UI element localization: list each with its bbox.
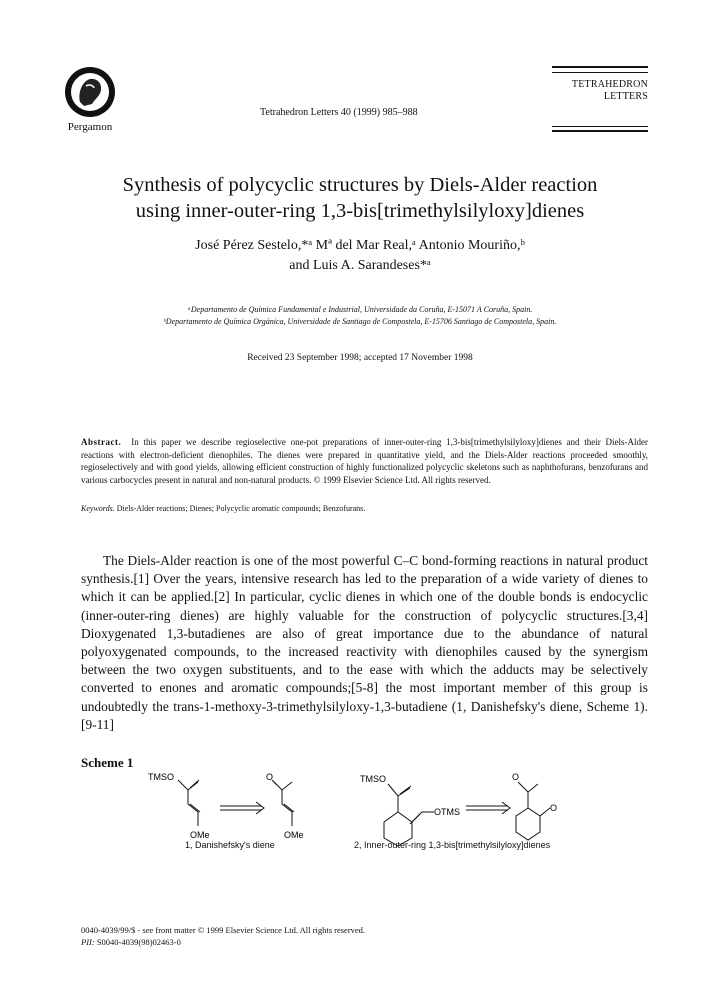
affiliation-b: ᵇDepartamento de Química Orgánica, Universidade de Santiago de Compostela, E-15706 Santiago de Compostela, Spain. — [163, 317, 557, 326]
publisher-logo — [64, 66, 116, 118]
label-otms: OTMS — [434, 807, 460, 817]
publisher-name: Pergamon — [67, 121, 113, 133]
abstract-label: Abstract. — [81, 437, 122, 447]
retro-arrow-1 — [220, 802, 264, 814]
authors-line-2: and Luis A. Sarandeses*ᵃ — [289, 258, 431, 273]
pii-label: PII: — [81, 937, 95, 947]
keywords — [81, 504, 648, 513]
affiliation-a: ᵃDepartamento de Química Fundamental e Industrial, Universidade da Coruña, E-15071 A Coruña, Spain. — [187, 305, 533, 314]
body-paragraph: The Diels-Alder reaction is one of the most powerful C–C bond-forming reactions in natural product synthesis.[1] Over the years, intensive research has led to the preparation of a wide variety of dienes to which it can be applied.[2] In particular, cyclic dienes in which one of the double bonds is endocyclic (inner-outer-ring dienes) are highly valuable for the construction of polycyclic structures.[3,4] Dioxygenated 1,3-butadienes are also of great importance due to the abundance of natural polyoxygenated compounds, to the increased reactivity with dienophiles caused by the synergism between the two oxygen substituents, and to the ease with which the adducts may be selectively converted to enones and aromatic compounds;[5-8] the most important member of this group is undoubtedly the trans-1-methoxy-3-trimethylsilyloxy-1,3-butadiene (1, Danishefsky's diene, Scheme 1).[9-11] — [81, 553, 648, 732]
received-dates: Received 23 September 1998; accepted 17 November 1998 — [247, 353, 473, 363]
abstract — [81, 436, 648, 486]
journal-rule-top-thin — [552, 72, 648, 73]
label-tmso-1: TMSO — [148, 772, 174, 782]
label-ome-1: OMe — [190, 830, 210, 840]
label-o-3: O — [512, 772, 520, 782]
affiliations — [40, 304, 680, 328]
keywords-text: Diels-Alder reactions; Dienes; Polycyclic aromatic compounds; Benzofurans. — [116, 504, 366, 513]
scheme-caption-1: 1, Danishefsky's diene — [185, 840, 275, 850]
scheme-caption-2: 2, Inner-outer-ring 1,3-bis[trimethylsilyloxy]dienes — [354, 840, 551, 850]
scheme-1-diagram — [120, 768, 590, 868]
pii-value: S0040-4039(98)02463-0 — [96, 937, 181, 947]
pii-line — [81, 937, 181, 947]
journal-name-line2: LETTERS — [603, 91, 648, 102]
paper-title — [40, 172, 680, 224]
label-ome-2: OMe — [284, 830, 304, 840]
journal-citation: Tetrahedron Letters 40 (1999) 985–988 — [260, 107, 418, 118]
label-o-4: O — [550, 803, 558, 813]
authors-line-1: José Pérez Sestelo,*ᵃ Mª del Mar Real,ᵃ Antonio Mouriño,ᵇ — [195, 238, 525, 253]
journal-rule-bottom-thin — [552, 126, 648, 127]
journal-name — [556, 79, 648, 103]
label-tmso-2: TMSO — [360, 774, 386, 784]
label-o-1: O — [266, 772, 274, 782]
title-line-1: Synthesis of polycyclic structures by Diels-Alder reaction — [122, 174, 598, 196]
keywords-label: Keywords. — [81, 504, 115, 513]
author-list — [60, 236, 660, 276]
abstract-text: In this paper we describe regioselective one-pot preparations of inner-outer-ring 1,3-bis[trimethylsilyloxy]dienes and their Diels-Alder reactions with electron-deficient dienophiles. The dienes were prepared in quantitative yield, and the Diels-Alder reactions proceeded smoothly, regioselectively and with good yields, allowing efficient construction of highly functionalized polycyclic skeletons such as naphthofurans, benzofurans and various carbocycles present in natural and non-natural products. © 1999 Elsevier Science Ltd. All rights reserved. — [81, 437, 648, 485]
journal-name-line1: TETRAHEDRON — [571, 79, 648, 90]
copyright-line: 0040-4039/99/$ - see front matter © 1999 Elsevier Science Ltd. All rights reserved. — [81, 925, 366, 935]
retro-arrow-2 — [466, 802, 510, 814]
journal-rule-top — [552, 66, 648, 68]
title-line-2: using inner-outer-ring 1,3-bis[trimethylsilyloxy]dienes — [135, 200, 585, 222]
diene-1-double-bond — [178, 780, 199, 790]
scheme-title: Scheme 1 — [81, 755, 134, 770]
journal-rule-bottom — [552, 130, 648, 132]
